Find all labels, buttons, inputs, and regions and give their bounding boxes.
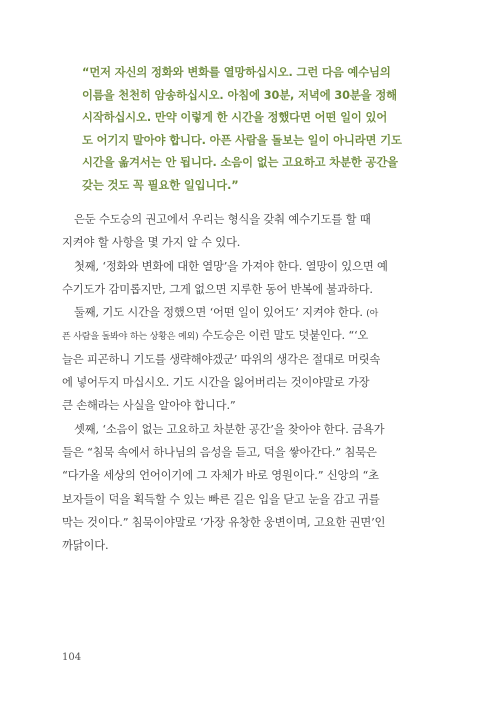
paragraph-4-line: 막는 것이다.” 침묵이야말로 ‘가장 유창한 웅변이며, 고요한 권면’인 xyxy=(62,515,386,529)
paragraph-4-line: 들은 “침묵 속에서 하나님의 음성을 듣고, 덕을 쌓아간다.” 침묵은 xyxy=(62,445,377,459)
paragraph-3-line xyxy=(62,301,438,324)
quote-line: “먼저 자신의 정화와 변화를 열망하십시오. 그런 다음 예수님의 xyxy=(82,66,391,79)
quote-line: 도 어기지 말아야 합니다. 아픈 사람을 돌보는 일이 아니라면 기도 xyxy=(82,133,402,147)
parenthetical-note: 픈 사람을 돌봐야 하는 상황은 예외) xyxy=(62,332,199,343)
highlighted-quote xyxy=(82,62,422,197)
paragraph-4-line: 보자들이 덕을 획득할 수 있는 빠른 길은 입을 닫고 눈을 감고 귀를 xyxy=(62,492,380,506)
paragraph-3-text: 둘째, 기도 시간을 정했으면 ‘어떤 일이 있어도’ 지켜야 한다. xyxy=(74,306,363,320)
quote-line: 이름을 천천히 암송하십시오. 아침에 30분, 저녁에 30분을 정해 xyxy=(82,88,397,102)
parenthetical-note: (아 xyxy=(366,309,379,320)
paragraph-4-line: “다가올 세상의 언어이기에 그 자체가 바로 영원이다.” 신앙의 “초 xyxy=(62,469,379,483)
page-number: 104 xyxy=(62,652,82,663)
paragraph-1-line: 은둔 수도승의 권고에서 우리는 형식을 갖춰 예수기도를 할 때 xyxy=(74,213,371,226)
paragraph-4-line: 셋째, ‘소음이 없는 고요하고 차분한 공간’을 찾아야 한다. 금욕가 xyxy=(74,422,385,436)
paragraph-1-line: 지켜야 할 사항을 몇 가지 알 수 있다. xyxy=(62,236,241,250)
paragraph-3-line: 늘은 피곤하니 기도를 생략해야겠군’ 따위의 생각은 절대로 머릿속 xyxy=(62,352,381,366)
paragraph-3-line: 큰 손해라는 사실을 알아야 합니다.” xyxy=(62,399,236,413)
paragraph-3-line xyxy=(62,324,438,347)
paragraph-3-line: 에 넣어두지 마십시오. 기도 시간을 잃어버리는 것이야말로 가장 xyxy=(62,376,370,390)
paragraph-2-line: 첫째, ‘정화와 변화에 대한 열망’을 가져야 한다. 열망이 있으면 예 xyxy=(74,259,388,273)
paragraph-2-line: 수기도가 감미롭지만, 그게 없으면 지루한 동어 반복에 불과하다. xyxy=(62,282,373,296)
body-text xyxy=(62,208,438,557)
quote-line: 시작하십시오. 만약 이렇게 한 시간을 정했다면 어떤 일이 있어 xyxy=(82,111,388,124)
paragraph-3-text: 수도승은 이런 말도 덧붙인다. “‘오 xyxy=(198,329,369,343)
quote-line: 시간을 옮겨서는 안 됩니다. 소음이 없는 고요하고 차분한 공간을 xyxy=(82,156,398,169)
quote-line: 갖는 것도 꼭 필요한 일입니다.” xyxy=(82,178,239,192)
paragraph-4-line: 까닭이다. xyxy=(62,539,109,553)
